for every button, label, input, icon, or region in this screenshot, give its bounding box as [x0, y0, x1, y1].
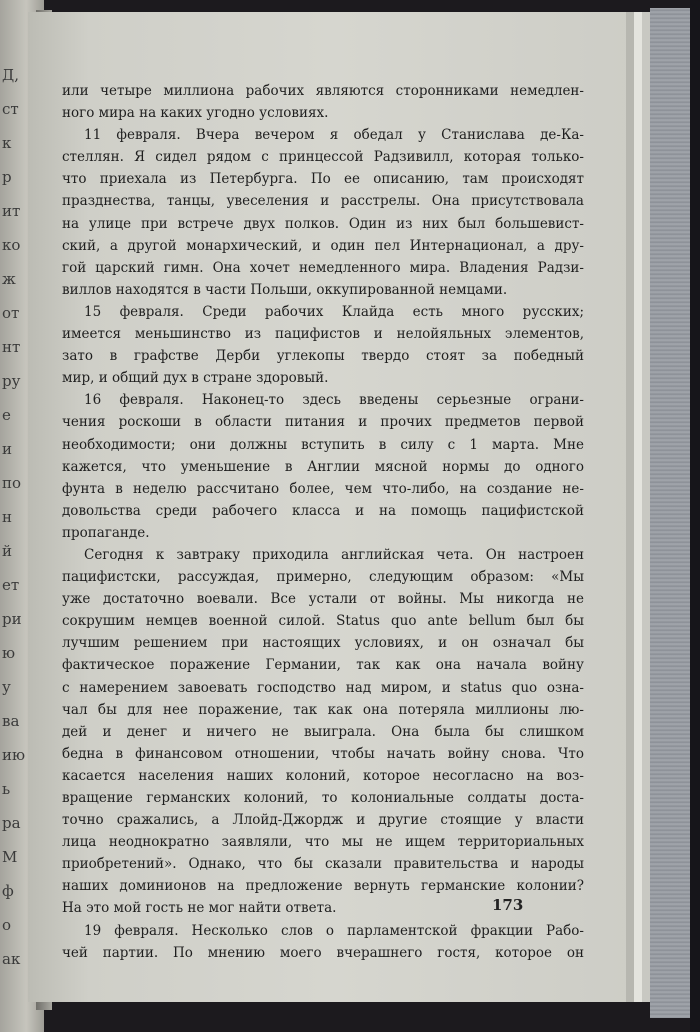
text-line: с намерением завоевать господство над миром, и status quo озна- — [62, 679, 584, 696]
text-line: мир, и общий дух в стране здоровый. — [62, 370, 329, 387]
left-page-fragment: ри — [2, 610, 22, 628]
text-line: кажется, что уменьшение в Англии мясной нормы до одного — [62, 458, 584, 475]
left-page-fragment: ж — [2, 270, 16, 288]
text-line: На это мой гость не мог найти ответа. — [62, 900, 337, 917]
text-line: виллов находятся в части Польши, оккупированной немцами. — [62, 281, 508, 298]
left-page-fragment: ра — [2, 814, 21, 832]
text-line: чал бы для нее поражение, так как она потеряла миллионы лю- — [62, 701, 584, 718]
text-line: ский, а другой монархический, и один пел Интернационал, а дру- — [62, 237, 584, 254]
left-page-fragment: нт — [2, 338, 21, 356]
page-text — [62, 80, 584, 964]
left-page-fragment: ст — [2, 100, 19, 118]
page-edge — [626, 12, 634, 1002]
background-shadow — [690, 0, 700, 1032]
left-page-fragment: ю — [2, 644, 16, 662]
text-line: чения роскоши в области питания и прочих предметов первой — [62, 414, 584, 431]
text-line: гой царский гимн. Она хочет немедленного мира. Владения Радзи- — [62, 259, 584, 276]
text-line: 19 февраля. Несколько слов о парламентской фракции Рабо- — [84, 922, 584, 939]
left-page-fragment: к — [2, 134, 12, 152]
text-line: ного мира на каких угодно условиях. — [62, 105, 329, 122]
left-page-fragment: от — [2, 304, 20, 322]
text-line: стеллян. Я сидел рядом с принцессой Радзивилл, которая только- — [62, 149, 584, 166]
text-line: дей и денег и ничего не выиграла. Она была бы слишком — [62, 723, 584, 740]
text-line: празднества, танцы, увеселения и расстрелы. Она присутствовала — [62, 193, 584, 210]
text-line: сокрушим немцев военной силой. Status quo ante bellum был бы — [62, 613, 584, 630]
left-page-fragment: и — [2, 440, 12, 458]
left-page-fragment: М — [2, 848, 18, 866]
left-page-fragment: ва — [2, 712, 20, 730]
text-line: лица неоднократно заявляли, что мы не ищем территориальных — [62, 834, 584, 851]
left-page-fragment: й — [2, 542, 12, 560]
text-line: уже достаточно воевали. Все устали от войны. Мы никогда не — [62, 591, 584, 608]
left-page-fragment: по — [2, 474, 22, 492]
left-page-fragment: Д, — [2, 66, 19, 84]
text-line: 16 февраля. Наконец-то здесь введены серьезные ограни- — [84, 392, 584, 409]
text-line: бедна в финансовом отношении, чтобы начать войну снова. Что — [62, 745, 584, 762]
text-line: фунта в неделю рассчитано более, чем что-либо, на создание не- — [62, 480, 584, 497]
text-line: 11 февраля. Вчера вечером я обедал у Станислава де-Ка- — [84, 127, 584, 144]
text-line: лучшим решением при настоящих условиях, и он означал бы — [62, 635, 584, 652]
text-line: необходимости; они должны вступить в силу с 1 марта. Мне — [62, 436, 584, 453]
page-edge — [634, 12, 642, 1002]
text-line: зато в графстве Дерби углекопы твердо стоят за победный — [62, 348, 584, 365]
page-number: 173 — [492, 896, 524, 914]
text-line: пропаганде. — [62, 524, 150, 541]
text-line: Сегодня к завтраку приходила английская чета. Он настроен — [84, 546, 584, 563]
left-page-fragment: н — [2, 508, 12, 526]
text-line: приобретений». Однако, что бы сказали правительства и народы — [62, 856, 584, 873]
left-page-fragment: о — [2, 916, 12, 934]
left-page-fragment: ит — [2, 202, 21, 220]
text-line: что приехала из Петербурга. По ее описанию, там происходят — [62, 171, 584, 188]
text-line: чей партии. По мнению моего вчерашнего гостя, которое он — [62, 944, 584, 961]
book-cover — [650, 8, 692, 1018]
left-page-fragment: е — [2, 406, 11, 424]
left-page-fragment: ф — [2, 882, 14, 900]
left-page-fragment: ет — [2, 576, 20, 594]
left-page-fragment: ко — [2, 236, 21, 254]
left-page-fragment: ак — [2, 950, 21, 968]
text-line: на улице при встрече двух полков. Один из них был большевист- — [62, 215, 584, 232]
text-line: вращение германских колоний, то колониальные солдаты доста- — [62, 790, 584, 806]
text-line: пацифистски, рассуждая, примерно, следующим образом: «Мы — [62, 569, 584, 586]
text-line: точно сражались, а Ллойд-Джордж и другие стоящие у власти — [62, 812, 584, 829]
text-line: или четыре миллиона рабочих являются сторонниками немедлен- — [62, 83, 584, 99]
left-page-fragment: ь — [2, 780, 11, 798]
left-page-fragment: ию — [2, 746, 26, 764]
text-line: касается населения наших колоний, которое несогласно на воз- — [62, 767, 584, 784]
text-line: фактическое поражение Германии, так как она начала войну — [62, 657, 584, 674]
page-edge — [642, 12, 650, 1002]
text-line: наших доминионов на предложение вернуть германские колонии? — [62, 878, 584, 895]
text-line: довольства среди рабочего класса и на помощь пацифистской — [62, 502, 584, 519]
text-line: 15 февраля. Среди рабочих Клайда есть много русских; — [84, 303, 584, 320]
left-page-fragment: ру — [2, 372, 21, 390]
left-page-fragment: р — [2, 168, 12, 186]
left-page-fragment: у — [2, 678, 11, 696]
text-line: имеется меньшинство из пацифистов и нелойяльных элементов, — [62, 326, 584, 343]
